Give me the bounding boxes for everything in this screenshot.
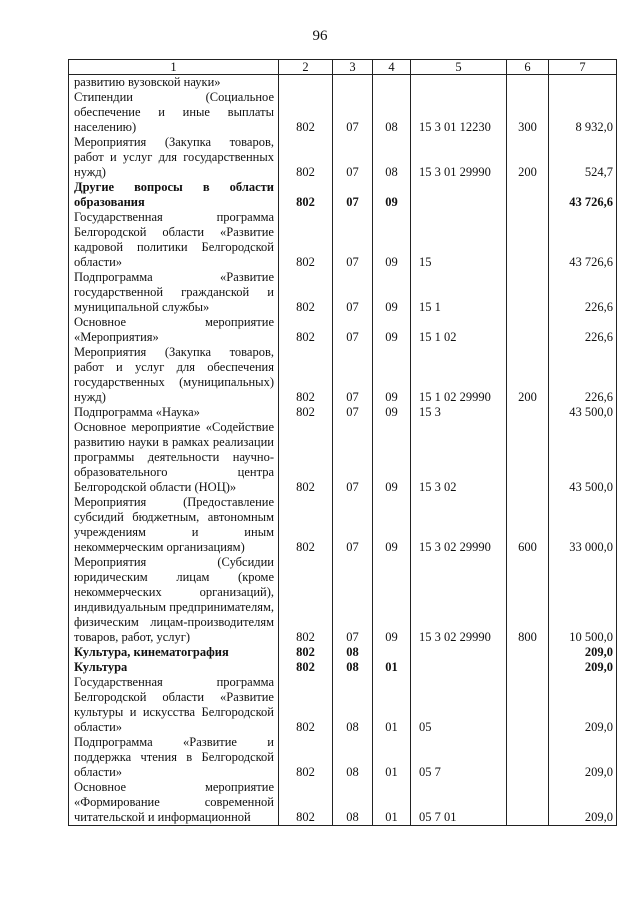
cell-admin-code: 802: [279, 210, 333, 270]
cell-name: Подпрограмма «Наука»: [69, 405, 279, 420]
cell-admin-code: 802: [279, 315, 333, 345]
cell-expense-type: [507, 180, 549, 210]
cell-name: Основное мероприятие «Содействие развитию науки в рамках реализации программы деятельности научно-образовательного центра Белгородской области (НОЦ)»: [69, 420, 279, 495]
cell-expense-type: [507, 780, 549, 826]
cell-subsection: 09: [373, 555, 411, 645]
cell-subsection: 09: [373, 180, 411, 210]
cell-expense-type: 200: [507, 135, 549, 180]
col-header-name: 1: [69, 60, 279, 75]
cell-expense-type: [507, 405, 549, 420]
cell-name: Культура, кинематография: [69, 645, 279, 660]
cell-name: Подпрограмма «Развитие и поддержка чтения в Белгородской области»: [69, 735, 279, 780]
cell-admin-code: 802: [279, 495, 333, 555]
cell-expense-type: [507, 660, 549, 675]
col-header-admin: 2: [279, 60, 333, 75]
cell-subsection: 09: [373, 495, 411, 555]
cell-admin-code: 802: [279, 780, 333, 826]
cell-amount: 209,0: [549, 735, 617, 780]
cell-subsection: 01: [373, 780, 411, 826]
cell-subsection: [373, 75, 411, 91]
table-row: [69, 180, 617, 210]
cell-admin-code: 802: [279, 405, 333, 420]
cell-section: 08: [333, 780, 373, 826]
cell-expense-type: 300: [507, 90, 549, 135]
cell-expense-type: [507, 675, 549, 735]
cell-target-article: 15 1 02: [411, 315, 507, 345]
table-row: [69, 405, 617, 420]
cell-name: Стипендии (Социальное обеспечение и иные выплаты населению): [69, 90, 279, 135]
cell-subsection: 09: [373, 270, 411, 315]
cell-amount: 43 726,6: [549, 210, 617, 270]
cell-section: 08: [333, 645, 373, 660]
cell-amount: 8 932,0: [549, 90, 617, 135]
cell-subsection: 01: [373, 675, 411, 735]
cell-name: развитию вузовской науки»: [69, 75, 279, 91]
header-row: [69, 60, 617, 75]
table-row: [69, 780, 617, 826]
cell-section: [333, 75, 373, 91]
cell-name: Культура: [69, 660, 279, 675]
cell-amount: 33 000,0: [549, 495, 617, 555]
cell-admin-code: 802: [279, 180, 333, 210]
cell-admin-code: 802: [279, 735, 333, 780]
cell-name: Мероприятия (Субсидии юридическим лицам (кроме некоммерческих организаций), индивидуальным предпринимателям, физическим лицам-производителям товаров, работ, услуг): [69, 555, 279, 645]
cell-amount: 43 500,0: [549, 405, 617, 420]
col-header-target-article: 5: [411, 60, 507, 75]
cell-name: Мероприятия (Закупка товаров, работ и услуг для обеспечения государственных (муниципальных) нужд): [69, 345, 279, 405]
cell-name: Мероприятия (Предоставление субсидий бюджетным, автономным учреждениям и иным некоммерческим организациям): [69, 495, 279, 555]
cell-admin-code: 802: [279, 345, 333, 405]
table-row: [69, 645, 617, 660]
cell-section: 07: [333, 90, 373, 135]
cell-admin-code: 802: [279, 675, 333, 735]
cell-amount: 226,6: [549, 315, 617, 345]
cell-name: Подпрограмма «Развитие государственной гражданской и муниципальной службы»: [69, 270, 279, 315]
cell-section: 07: [333, 555, 373, 645]
cell-section: 08: [333, 735, 373, 780]
cell-target-article: 15 1 02 29990: [411, 345, 507, 405]
cell-amount: 209,0: [549, 645, 617, 660]
cell-section: 07: [333, 420, 373, 495]
table-row: [69, 210, 617, 270]
cell-target-article: 15 3 01 29990: [411, 135, 507, 180]
cell-subsection: 09: [373, 420, 411, 495]
cell-target-article: 05 7 01: [411, 780, 507, 826]
table-row: [69, 135, 617, 180]
cell-admin-code: 802: [279, 645, 333, 660]
cell-amount: 524,7: [549, 135, 617, 180]
cell-amount: 209,0: [549, 780, 617, 826]
cell-expense-type: [507, 210, 549, 270]
cell-expense-type: 600: [507, 495, 549, 555]
cell-expense-type: [507, 75, 549, 91]
cell-name: Другие вопросы в области образования: [69, 180, 279, 210]
col-header-section: 3: [333, 60, 373, 75]
cell-amount: 226,6: [549, 270, 617, 315]
cell-target-article: 15 3: [411, 405, 507, 420]
col-header-amount: 7: [549, 60, 617, 75]
cell-subsection: [373, 645, 411, 660]
cell-section: 07: [333, 270, 373, 315]
budget-table: [68, 59, 617, 826]
cell-section: 07: [333, 495, 373, 555]
cell-section: 07: [333, 345, 373, 405]
cell-section: 07: [333, 315, 373, 345]
cell-subsection: 09: [373, 345, 411, 405]
cell-target-article: 15 3 02: [411, 420, 507, 495]
table-row: [69, 675, 617, 735]
cell-admin-code: 802: [279, 420, 333, 495]
cell-target-article: [411, 180, 507, 210]
cell-admin-code: [279, 75, 333, 91]
cell-section: 08: [333, 675, 373, 735]
cell-target-article: 15 3 02 29990: [411, 495, 507, 555]
page-number: 96: [312, 28, 328, 44]
table-row: [69, 90, 617, 135]
cell-expense-type: [507, 270, 549, 315]
cell-target-article: [411, 645, 507, 660]
table-row: [69, 420, 617, 495]
cell-target-article: 15: [411, 210, 507, 270]
table-row: [69, 315, 617, 345]
cell-section: 07: [333, 135, 373, 180]
cell-name: Государственная программа Белгородской области «Развитие кадровой политики Белгородской области»: [69, 210, 279, 270]
cell-name: Основное мероприятие «Формирование современной читательской и информационной: [69, 780, 279, 826]
cell-target-article: 15 3 01 12230: [411, 90, 507, 135]
cell-amount: 209,0: [549, 675, 617, 735]
cell-subsection: 09: [373, 405, 411, 420]
cell-expense-type: [507, 645, 549, 660]
cell-amount: 226,6: [549, 345, 617, 405]
cell-amount: 209,0: [549, 660, 617, 675]
cell-section: 07: [333, 180, 373, 210]
cell-amount: 43 500,0: [549, 420, 617, 495]
table-row: [69, 660, 617, 675]
cell-target-article: [411, 75, 507, 91]
cell-name: Государственная программа Белгородской области «Развитие культуры и искусства Белгородской области»: [69, 675, 279, 735]
cell-subsection: 08: [373, 90, 411, 135]
cell-subsection: 08: [373, 135, 411, 180]
cell-section: 07: [333, 210, 373, 270]
cell-subsection: 01: [373, 660, 411, 675]
table-row: [69, 735, 617, 780]
cell-target-article: [411, 660, 507, 675]
cell-section: 08: [333, 660, 373, 675]
cell-expense-type: [507, 735, 549, 780]
col-header-subsection: 4: [373, 60, 411, 75]
cell-expense-type: 800: [507, 555, 549, 645]
cell-expense-type: [507, 420, 549, 495]
cell-target-article: 05 7: [411, 735, 507, 780]
cell-target-article: 15 1: [411, 270, 507, 315]
cell-admin-code: 802: [279, 660, 333, 675]
cell-admin-code: 802: [279, 90, 333, 135]
cell-admin-code: 802: [279, 555, 333, 645]
table-row: [69, 495, 617, 555]
table-row: [69, 270, 617, 315]
cell-subsection: 09: [373, 210, 411, 270]
cell-admin-code: 802: [279, 270, 333, 315]
cell-expense-type: [507, 315, 549, 345]
cell-name: Мероприятия (Закупка товаров, работ и услуг для государственных нужд): [69, 135, 279, 180]
table-row: [69, 75, 617, 91]
cell-section: 07: [333, 405, 373, 420]
table-row: [69, 345, 617, 405]
cell-subsection: 01: [373, 735, 411, 780]
cell-target-article: 15 3 02 29990: [411, 555, 507, 645]
cell-amount: 10 500,0: [549, 555, 617, 645]
cell-amount: [549, 75, 617, 91]
cell-target-article: 05: [411, 675, 507, 735]
cell-admin-code: 802: [279, 135, 333, 180]
col-header-expense-type: 6: [507, 60, 549, 75]
cell-amount: 43 726,6: [549, 180, 617, 210]
cell-expense-type: 200: [507, 345, 549, 405]
table-row: [69, 555, 617, 645]
cell-name: Основное мероприятие «Мероприятия»: [69, 315, 279, 345]
cell-subsection: 09: [373, 315, 411, 345]
